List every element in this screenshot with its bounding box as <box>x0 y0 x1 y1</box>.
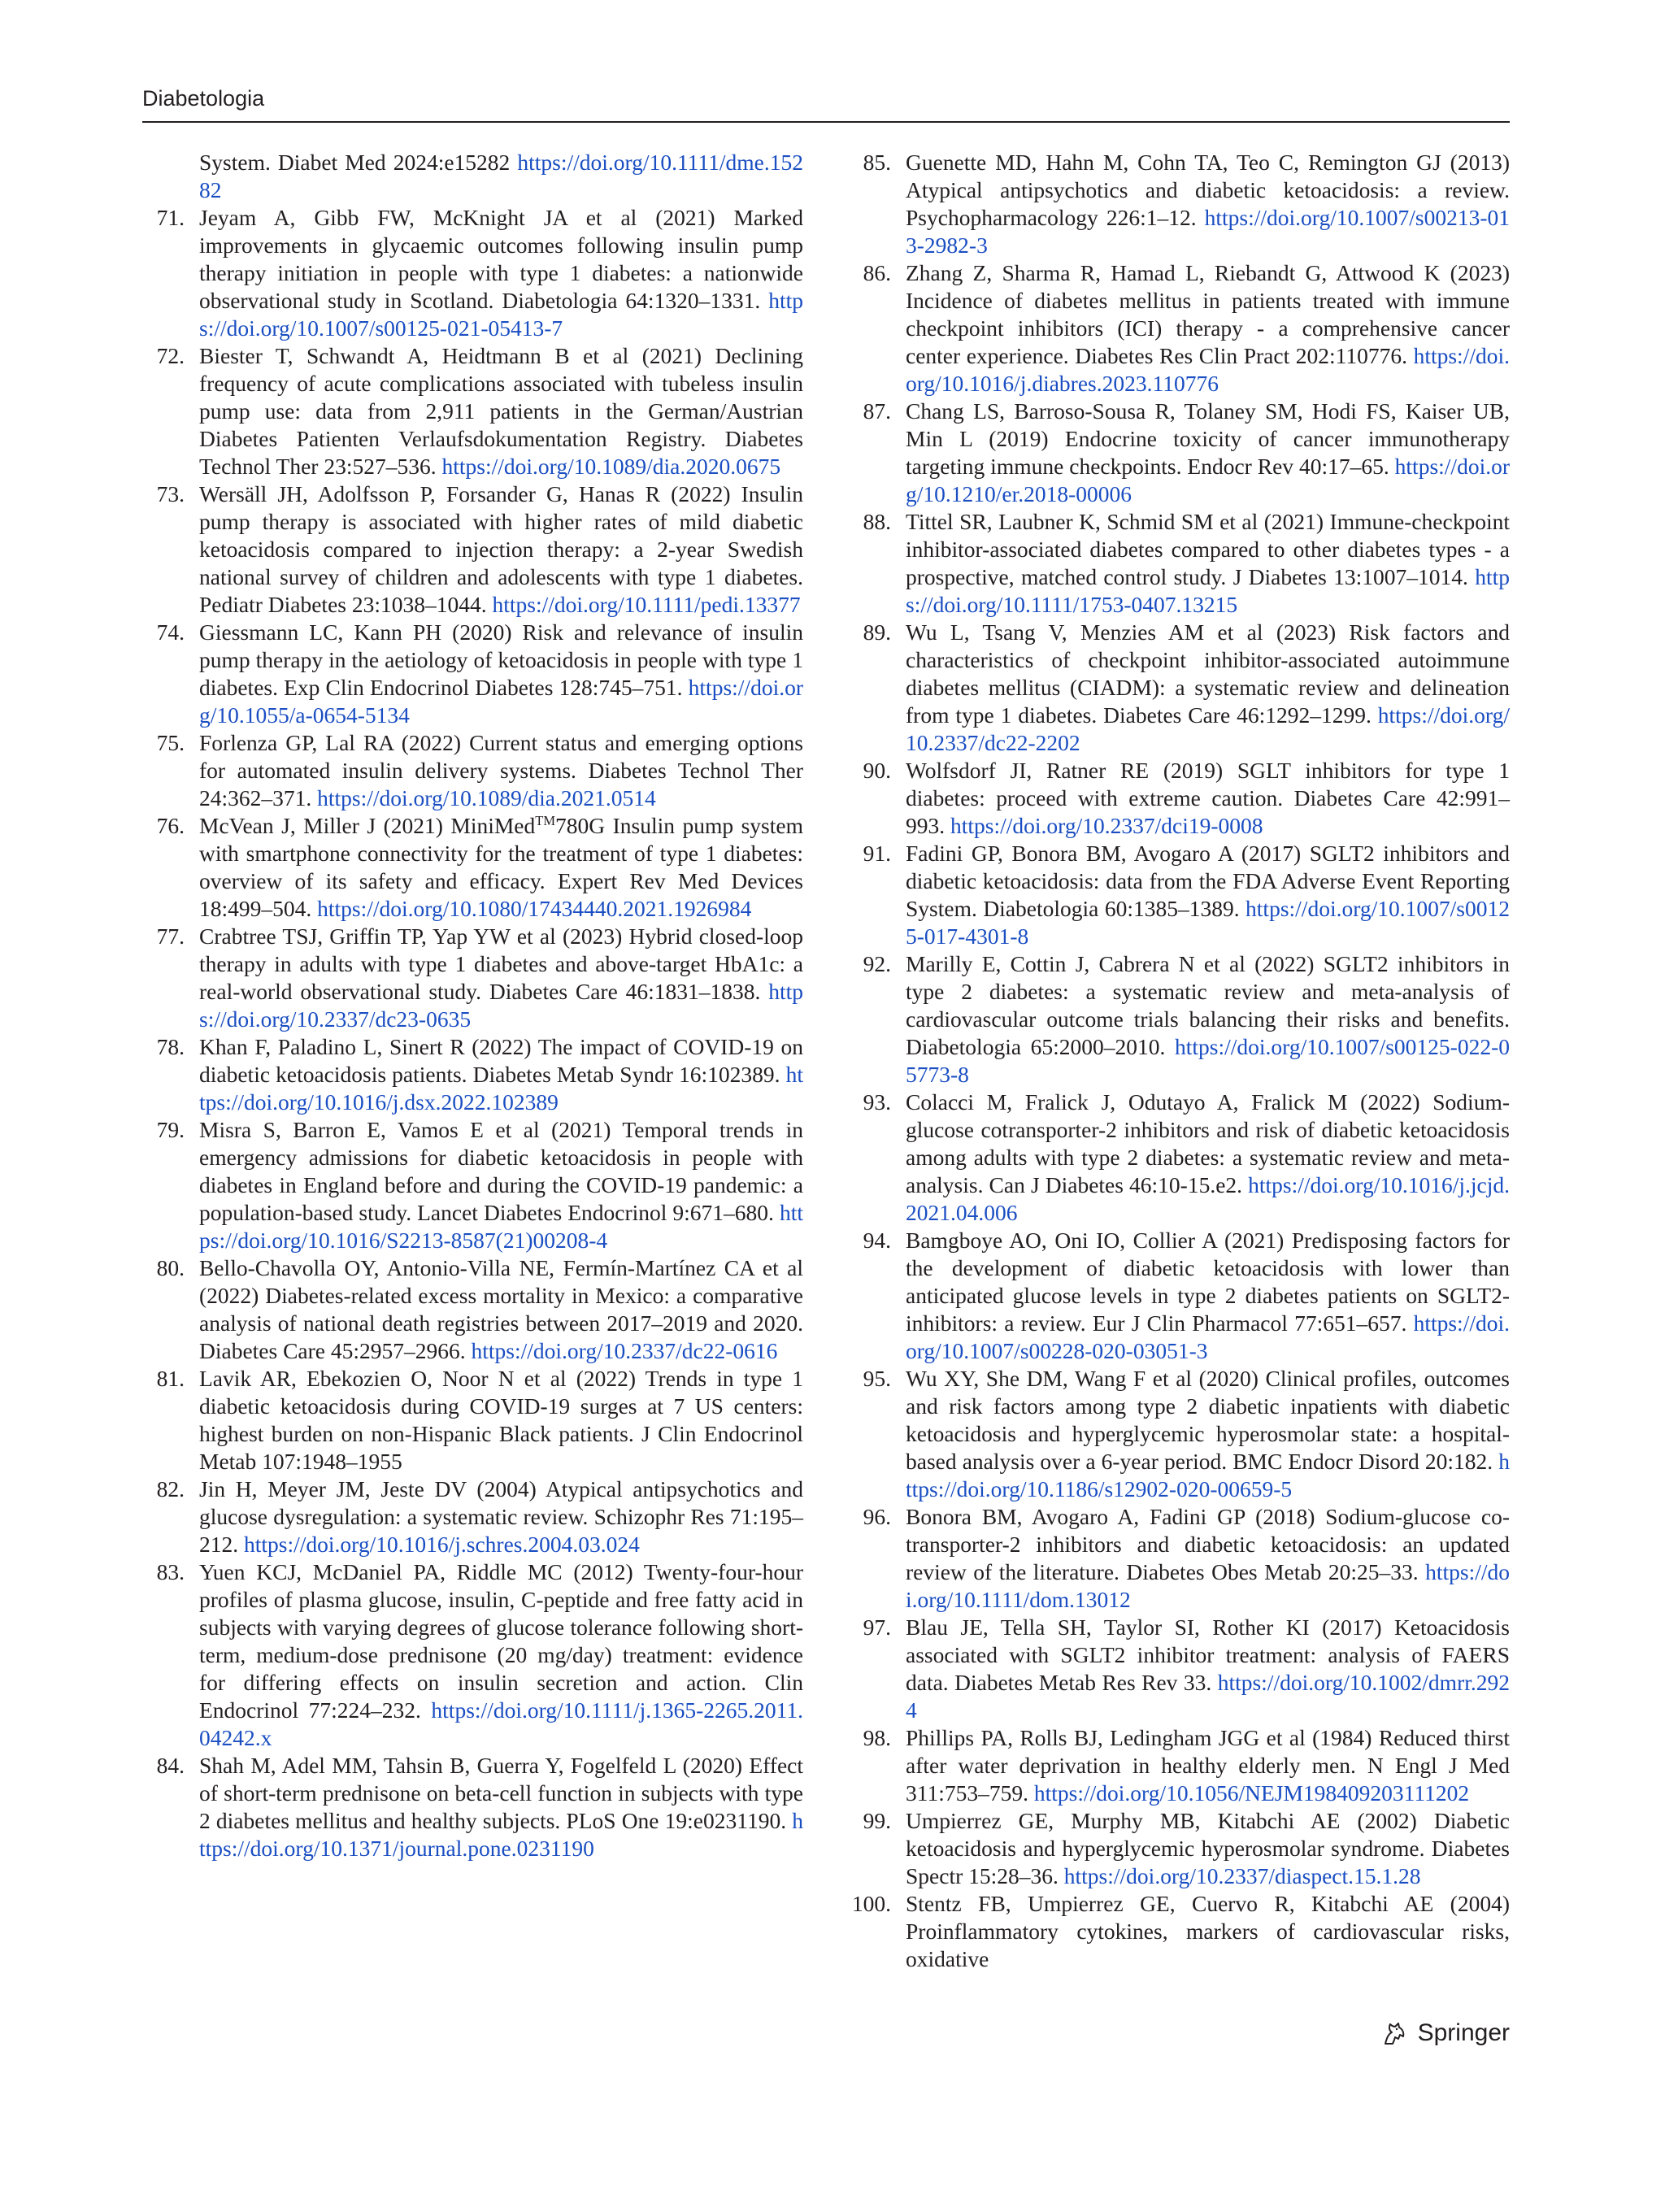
reference-number: 81. <box>156 1366 185 1391</box>
reference-text: Wu XY, She DM, Wang F et al (2020) Clinical profiles, outcomes and risk factors among type 2 diabetic inpatients with diabetic ketoacidosis and hyperglycemic hyperosmolar state: a hospital-based analysis over a 6-year period. BMC Endocr Disord 20:182. <box>906 1366 1510 1474</box>
reference-number: 97. <box>863 1614 891 1640</box>
reference-item <box>849 840 1510 950</box>
reference-item <box>142 480 803 619</box>
reference-text: Tittel SR, Laubner K, Schmid SM et al (2021) Immune-checkpoint inhibitor-associated diabetes compared to other diabetes types - a prospective, matched control study. J Diabetes 13:1007–1014. <box>906 509 1510 589</box>
header-rule <box>142 121 1510 123</box>
reference-text: Zhang Z, Sharma R, Hamad L, Riebandt G, Attwood K (2023) Incidence of diabetes mellitus in patients treated with immune checkpoint inhibitors (ICI) therapy - a comprehensive cancer center experience. Diabetes Res Clin Pract 202:110776. <box>906 260 1510 368</box>
trademark-superscript: TM <box>535 812 556 828</box>
doi-link[interactable]: https://doi.org/10.1007/s00213-013-2982-3 <box>906 205 1510 258</box>
reference-text: Bello-Chavolla OY, Antonio-Villa NE, Fermín-Martínez CA et al (2022) Diabetes-related excess mortality in Mexico: a comparative analysis of national death registries between 2017–2019 and 2020. Diabetes Care 45:2957–2966. <box>199 1255 803 1363</box>
reference-item <box>849 149 1510 259</box>
doi-link[interactable]: https://doi.org/10.1089/dia.2020.0675 <box>441 454 781 479</box>
reference-number: 90. <box>863 758 891 783</box>
reference-item <box>142 1475 803 1558</box>
doi-link[interactable]: https://doi.org/10.2337/dci19-0008 <box>950 813 1263 838</box>
doi-link[interactable]: https://doi.org/10.2337/diaspect.15.1.28 <box>1063 1863 1421 1888</box>
reference-item <box>142 1365 803 1475</box>
reference-item <box>142 619 803 729</box>
reference-item <box>849 508 1510 619</box>
reference-number: 95. <box>863 1366 891 1391</box>
reference-text: Giessmann LC, Kann PH (2020) Risk and relevance of insulin pump therapy in the aetiology of ketoacidosis in people with type 1 diabetes. Exp Clin Endocrinol Diabetes 128:745–751. <box>199 619 803 700</box>
reference-item <box>849 1089 1510 1227</box>
reference-item <box>849 950 1510 1089</box>
reference-item <box>849 1614 1510 1724</box>
reference-number: 82. <box>156 1476 185 1501</box>
reference-number: 87. <box>863 398 891 424</box>
reference-item <box>849 1365 1510 1503</box>
reference-item <box>849 398 1510 508</box>
doi-link[interactable]: https://doi.org/10.1080/17434440.2021.1926984 <box>317 896 752 921</box>
reference-item <box>849 1227 1510 1365</box>
doi-link[interactable]: https://doi.org/10.2337/dc23-0635 <box>199 979 803 1032</box>
doi-link[interactable]: https://doi.org/10.1089/dia.2021.0514 <box>317 785 656 810</box>
reference-number: 88. <box>863 509 891 534</box>
doi-link[interactable]: https://doi.org/10.1002/dmrr.2924 <box>906 1670 1510 1723</box>
reference-number: 71. <box>156 205 185 230</box>
reference-text: Jeyam A, Gibb FW, McKnight JA et al (2021) Marked improvements in glycaemic outcomes following insulin pump therapy initiation in people with type 1 diabetes: a nationwide observational study in Scotland. Diabetologia 64:1320–1331. <box>199 205 803 313</box>
reference-text: Fadini GP, Bonora BM, Avogaro A (2017) SGLT2 inhibitors and diabetic ketoacidosis: data from the FDA Adverse Event Reporting System. Diabetologia 60:1385–1389. <box>906 841 1510 921</box>
reference-text: Marilly E, Cottin J, Cabrera N et al (2022) SGLT2 inhibitors in type 2 diabetes: a systematic review and meta-analysis of cardiovascular outcome trials balancing their risks and benefits. Diabetologia 65:2000–2010. <box>906 951 1510 1059</box>
reference-text: Khan F, Paladino L, Sinert R (2022) The impact of COVID-19 on diabetic ketoacidosis patients. Diabetes Metab Syndr 16:102389. <box>199 1034 803 1087</box>
reference-number: 100. <box>851 1891 891 1916</box>
reference-text: Phillips PA, Rolls BJ, Ledingham JGG et al (1984) Reduced thirst after water deprivation in healthy elderly men. N Engl J Med 311:753–759. <box>906 1725 1510 1806</box>
reference-item <box>142 1116 803 1254</box>
reference-number: 85. <box>863 150 891 175</box>
reference-number: 86. <box>863 260 891 285</box>
reference-number: 74. <box>156 619 185 645</box>
doi-link[interactable]: https://doi.org/10.1111/j.1365-2265.2011.04242.x <box>199 1697 803 1750</box>
reference-number: 80. <box>156 1255 185 1280</box>
reference-number: 92. <box>863 951 891 976</box>
reference-item <box>849 1503 1510 1614</box>
reference-number: 89. <box>863 619 891 645</box>
reference-item <box>142 1752 803 1862</box>
reference-column-left <box>142 149 803 1862</box>
reference-number: 79. <box>156 1117 185 1142</box>
reference-text: Chang LS, Barroso-Sousa R, Tolaney SM, Hodi FS, Kaiser UB, Min L (2019) Endocrine toxicity of cancer immunotherapy targeting immune checkpoints. Endocr Rev 40:17–65. <box>906 398 1510 479</box>
reference-item <box>142 204 803 342</box>
reference-number: 94. <box>863 1228 891 1253</box>
publisher-name: Springer <box>1417 2019 1510 2046</box>
doi-link[interactable]: https://doi.org/10.1007/s00228-020-03051-3 <box>906 1310 1510 1363</box>
reference-column-right <box>849 149 1510 1973</box>
reference-text: Bamgboye AO, Oni IO, Collier A (2021) Predisposing factors for the development of diabetic ketoacidosis with lower than anticipated glucose levels in type 2 diabetes patients on SGLT2-inhibitors: a review. Eur J Clin Pharmacol 77:651–657. <box>906 1228 1510 1336</box>
reference-item <box>849 259 1510 398</box>
doi-link[interactable]: https://doi.org/10.1186/s12902-020-00659-5 <box>906 1449 1510 1501</box>
doi-link[interactable]: https://doi.org/10.1055/a-0654-5134 <box>199 675 803 728</box>
reference-item <box>849 1724 1510 1807</box>
reference-text: Blau JE, Tella SH, Taylor SI, Rother KI (2017) Ketoacidosis associated with SGLT2 inhibitor treatment: analysis of FAERS data. Diabetes Metab Res Rev 33. <box>906 1614 1510 1695</box>
reference-number: 96. <box>863 1504 891 1529</box>
doi-link[interactable]: https://doi.org/10.1111/1753-0407.13215 <box>906 564 1510 617</box>
doi-link[interactable]: https://doi.org/10.1111/pedi.13377 <box>492 592 801 617</box>
reference-text: Colacci M, Fralick J, Odutayo A, Fralick M (2022) Sodium-glucose cotransporter-2 inhibitors and risk of diabetic ketoacidosis among adults with type 2 diabetes: a systematic review and meta-analysis. Can J Diabetes 46:10-15.e2. <box>906 1089 1510 1197</box>
doi-link[interactable]: https://doi.org/10.1007/s00125-022-05773-8 <box>906 1034 1510 1087</box>
reference-item <box>142 149 803 204</box>
reference-item <box>849 1807 1510 1890</box>
reference-number: 83. <box>156 1559 185 1584</box>
reference-item <box>142 812 803 923</box>
reference-text: Biester T, Schwandt A, Heidtmann B et al (2021) Declining frequency of acute complications associated with tubeless insulin pump use: data from 2,911 patients in the German/Austrian Diabetes Patienten Verlaufsdokumentation Registry. Diabetes Technol Ther 23:527–536. <box>199 343 803 479</box>
reference-number: 93. <box>863 1089 891 1115</box>
reference-text: System. Diabet Med 2024:e15282 <box>199 150 518 175</box>
reference-item <box>142 1033 803 1116</box>
reference-item <box>142 342 803 480</box>
doi-link[interactable]: https://doi.org/10.1210/er.2018-00006 <box>906 454 1510 506</box>
doi-link[interactable]: https://doi.org/10.2337/dc22-0616 <box>471 1338 778 1363</box>
reference-number: 98. <box>863 1725 891 1750</box>
reference-item <box>142 1558 803 1752</box>
reference-number: 72. <box>156 343 185 368</box>
reference-text: Jin H, Meyer JM, Jeste DV (2004) Atypical antipsychotics and glucose dysregulation: a systematic review. Schizophr Res 71:195–212. <box>199 1476 803 1557</box>
reference-text: Stentz FB, Umpierrez GE, Cuervo R, Kitabchi AE (2004) Proinflammatory cytokines, markers of cardiovascular risks, oxidative <box>906 1891 1510 1971</box>
reference-number: 78. <box>156 1034 185 1059</box>
reference-text: Wolfsdorf JI, Ratner RE (2019) SGLT inhibitors for type 1 diabetes: proceed with extreme caution. Diabetes Care 42:991–993. <box>906 758 1510 838</box>
reference-item <box>849 757 1510 840</box>
doi-link[interactable]: https://doi.org/10.1371/journal.pone.0231190 <box>199 1808 803 1861</box>
doi-link[interactable]: https://doi.org/10.2337/dc22-2202 <box>906 702 1510 755</box>
springer-horse-icon <box>1380 2019 1408 2047</box>
reference-item <box>142 729 803 812</box>
reference-number: 77. <box>156 923 185 949</box>
reference-number: 91. <box>863 841 891 866</box>
reference-number: 75. <box>156 730 185 755</box>
reference-item <box>849 619 1510 757</box>
reference-text: McVean J, Miller J (2021) MiniMed <box>199 813 536 838</box>
reference-number: 73. <box>156 481 185 506</box>
doi-link[interactable]: https://doi.org/10.1007/s00125-021-05413-7 <box>199 288 803 341</box>
doi-link[interactable]: https://doi.org/10.1016/j.jcjd.2021.04.006 <box>906 1172 1510 1225</box>
reference-item <box>142 923 803 1033</box>
doi-link[interactable]: https://doi.org/10.1056/NEJM198409203111202 <box>1033 1780 1470 1806</box>
reference-number: 76. <box>156 813 185 838</box>
reference-text: Forlenza GP, Lal RA (2022) Current status and emerging options for automated insulin delivery systems. Diabetes Technol Ther 24:362–371. <box>199 730 803 810</box>
reference-text: Wersäll JH, Adolfsson P, Forsander G, Hanas R (2022) Insulin pump therapy is associated with higher rates of mild diabetic ketoacidosis compared to injection therapy: a 2-year Swedish national survey of children and adolescents with type 1 diabetes. Pediatr Diabetes 23:1038–1044. <box>199 481 803 617</box>
reference-text: Shah M, Adel MM, Tahsin B, Guerra Y, Fogelfeld L (2020) Effect of short-term prednisone on beta-cell function in subjects with type 2 diabetes mellitus and healthy subjects. PLoS One 19:e0231190. <box>199 1753 803 1833</box>
doi-link[interactable]: https://doi.org/10.1007/s00125-017-4301-8 <box>906 896 1510 949</box>
reference-text: 780G Insulin pump system with smartphone connectivity for the treatment of type 1 diabetes: overview of its safety and efficacy. Expert Rev Med Devices 18:499–504. <box>199 813 803 921</box>
doi-link[interactable]: https://doi.org/10.1016/j.diabres.2023.110776 <box>906 343 1510 396</box>
doi-link[interactable]: https://doi.org/10.1016/S2213-8587(21)00208-4 <box>199 1200 803 1253</box>
doi-link[interactable]: https://doi.org/10.1111/dme.15282 <box>199 150 803 202</box>
reference-item <box>142 1254 803 1365</box>
journal-title: Diabetologia <box>142 86 265 111</box>
reference-text: Lavik AR, Ebekozien O, Noor N et al (2022) Trends in type 1 diabetic ketoacidosis during COVID-19 surges at 7 US centers: highest burden on non-Hispanic Black patients. J Clin Endocrinol Metab 107:1948–1955 <box>199 1366 803 1474</box>
publisher-logo <box>1380 2019 1510 2047</box>
reference-text: Guenette MD, Hahn M, Cohn TA, Teo C, Remington GJ (2013) Atypical antipsychotics and diabetic ketoacidosis: a review. Psychopharmacology 226:1–12. <box>906 150 1510 230</box>
doi-link[interactable]: https://doi.org/10.1016/j.dsx.2022.102389 <box>199 1062 803 1115</box>
reference-text: Misra S, Barron E, Vamos E et al (2021) Temporal trends in emergency admissions for diabetic ketoacidosis in people with diabetes in England before and during the COVID-19 pandemic: a population-based study. Lancet Diabetes Endocrinol 9:671–680. <box>199 1117 803 1225</box>
reference-item <box>849 1890 1510 1973</box>
doi-link[interactable]: https://doi.org/10.1111/dom.13012 <box>906 1559 1510 1612</box>
doi-link[interactable]: https://doi.org/10.1016/j.schres.2004.03.024 <box>244 1532 640 1557</box>
reference-text: Wu L, Tsang V, Menzies AM et al (2023) Risk factors and characteristics of checkpoint inhibitor-associated autoimmune diabetes mellitus (CIADM): a systematic review and delineation from type 1 diabetes. Diabetes Care 46:1292–1299. <box>906 619 1510 728</box>
reference-number: 99. <box>863 1808 891 1833</box>
reference-text: Yuen KCJ, McDaniel PA, Riddle MC (2012) Twenty-four-hour profiles of plasma glucose, insulin, C-peptide and free fatty acid in subjects with varying degrees of glucose tolerance following short-term, medium-dose prednisone (20 mg/day) treatment: evidence for differing effects on insulin secretion and action. Clin Endocrinol 77:224–232. <box>199 1559 803 1723</box>
reference-text: Umpierrez GE, Murphy MB, Kitabchi AE (2002) Diabetic ketoacidosis and hyperglycemic hyperosmolar syndrome. Diabetes Spectr 15:28–36. <box>906 1808 1510 1888</box>
reference-text: Bonora BM, Avogaro A, Fadini GP (2018) Sodium-glucose co-transporter-2 inhibitors and diabetic ketoacidosis: an updated review of the literature. Diabetes Obes Metab 20:25–33. <box>906 1504 1510 1584</box>
reference-number: 84. <box>156 1753 185 1778</box>
reference-text: Crabtree TSJ, Griffin TP, Yap YW et al (2023) Hybrid closed-loop therapy in adults with type 1 diabetes and above-target HbA1c: a real-world observational study. Diabetes Care 46:1831–1838. <box>199 923 803 1004</box>
